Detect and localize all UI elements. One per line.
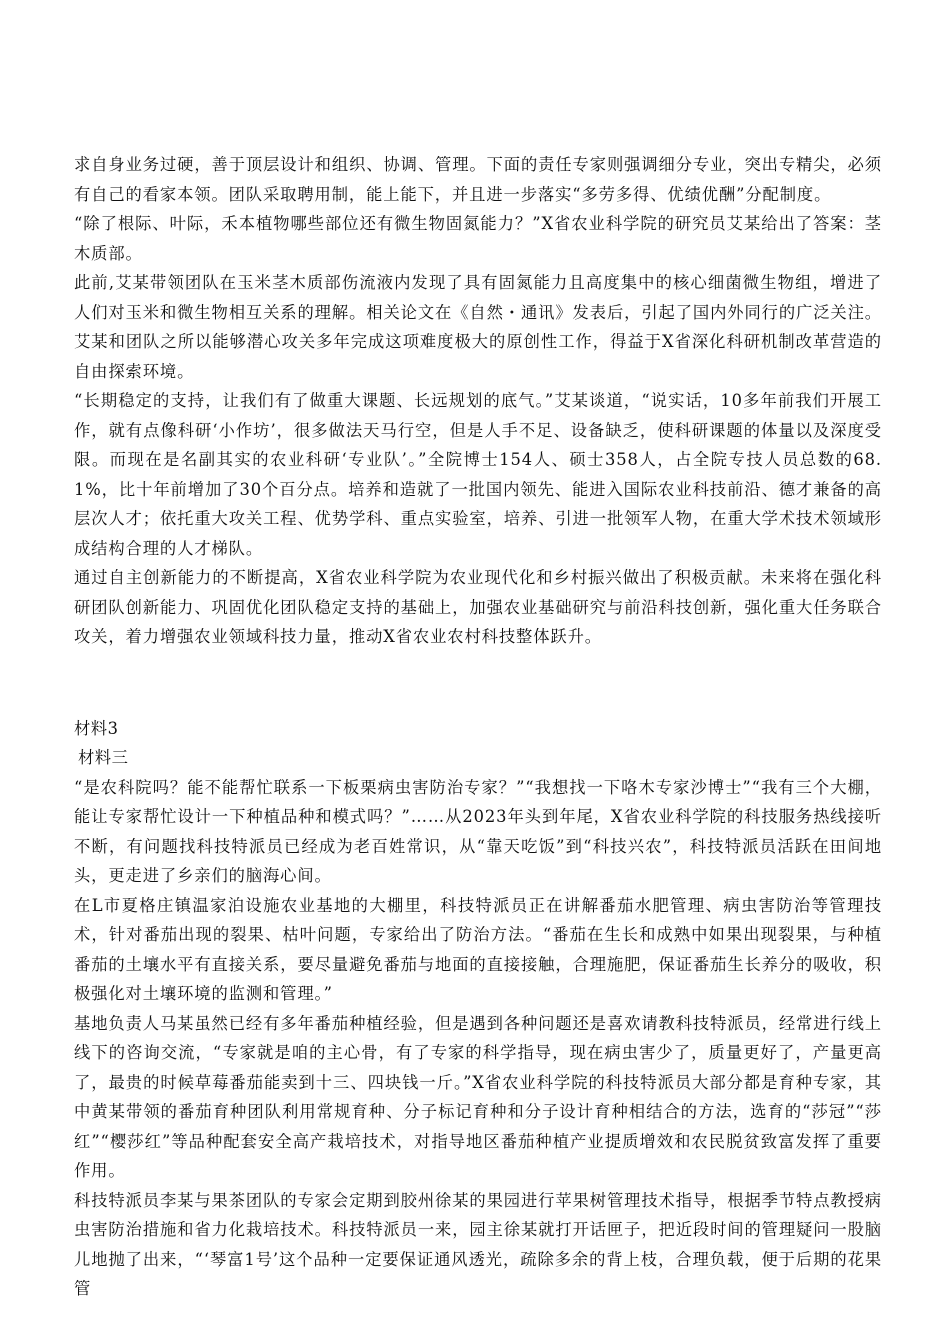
paragraph-responsibility-system: 求自身业务过硬，善于顶层设计和组织、协调、管理。下面的责任专家则强调细分专业，突出专精尖，必须有自己的看家本领。团队采取聘用制，能上能下，并且进一步落实“多劳多得、优绩优酬”分配制度。 xyxy=(74,155,882,204)
paragraph-innovation-conclusion: 通过自主创新能力的不断提高，X省农业科学院为农业现代化和乡村振兴做出了积极贡献。未来将在强化科研团队创新能力、巩固优化团队稳定支持的基础上，加强农业基础研究与前沿科技创新，强化重大任务联合攻关，着力增强农业领域科技力量，推动X省农业农村科技整体跃升。 xyxy=(74,568,882,646)
paragraph-nitrogen-fixation-question: “除了根际、叶际，禾本植物哪些部位还有微生物固氮能力？”X省农业科学院的研究员艾某给出了答案：茎木质部。 xyxy=(74,214,882,263)
paragraph-research-discovery: 此前,艾某带领团队在玉米茎木质部伤流液内发现了具有固氮能力且高度集中的核心细菌微生物组，增进了人们对玉米和微生物相互关系的理解。相关论文在《自然・通讯》发表后，引起了国内外同行的广泛关注。艾某和团队之所以能够潜心攻关多年完成这项难度极大的原创性工作，得益于X省深化科研机制改革营造的自由探索环境。 xyxy=(74,273,882,381)
paragraph-apple-orchard: 科技特派员李某与果茶团队的专家会定期到胶州徐某的果园进行苹果树管理技术指导，根据季节特点教授病虫害防治措施和省力化栽培技术。科技特派员一来，园主徐某就打开话匣子，把近段时间的管理疑问一股脑儿地抛了出来，“‘琴富1号’这个品种一定要保证通风透光，疏除多余的背上枝，合理负载，便于后期的花果管 xyxy=(74,1190,882,1298)
paragraph-stable-support: “长期稳定的支持，让我们有了做重大课题、长远规划的底气。”艾某谈道，“说实话，10多年前我们开展工作，就有点像科研‘小作坊’，很多做法天马行空，但是人手不足、设备缺乏，使科研课题的体量以及深度受限。而现在是名副其实的农业科研‘专业队’。”全院博士154人、硕士358人，占全院专技人员总数的68.1%，比十年前增加了30个百分点。培养和造就了一批国内领先、能进入国际农业科技前沿、德才兼备的高层次人才；依托重大攻关工程、优势学科、重点实验室，培养、引进一批领军人物，在重大学术技术领域形成结构合理的人才梯队。 xyxy=(74,391,882,558)
paragraph-hotline: “是农科院吗？能不能帮忙联系一下板栗病虫害防治专家？”“我想找一下咯木专家沙博士”“我有三个大棚，能让专家帮忙设计一下种植品种和模式吗？”……从2023年头到年尾，X省农业科学院的科技服务热线接听不断，有问题找科技特派员已经成为老百姓常识，从“靠天吃饭”到“科技兴农”，科技特派员活跃在田间地头，更走进了乡亲们的脑海心间。 xyxy=(74,777,882,885)
paragraph-tomato-guidance: 在L市夏格庄镇温家泊设施农业基地的大棚里，科技特派员正在讲解番茄水肥管理、病虫害防治等管理技术，针对番茄出现的裂果、枯叶问题，专家给出了防治方法。“番茄在生长和成熟中如果出现裂果，与种植番茄的土壤水平有直接关系，要尽量避免番茄与地面的直接接触，合理施肥，保证番茄生长养分的吸收，积极强化对土壤环境的监测和管理。” xyxy=(74,895,882,1003)
section-heading-material-3: 材料3 xyxy=(74,718,119,738)
document-page xyxy=(74,150,882,1304)
paragraph-base-manager: 基地负责人马某虽然已经有多年番茄种植经验，但是遇到各种问题还是喜欢请教科技特派员，经常进行线上线下的咨询交流，“专家就是咱的主心骨，有了专家的科学指导，现在病虫害少了，质量更好了，产量更高了，最贵的时候草莓番茄能卖到十三、四块钱一斤。”X省农业科学院的科技特派员大部分都是育种专家，其中黄某带领的番茄育种团队利用常规育种、分子标记育种和分子设计育种相结合的方法，选育的“莎冠”“莎红”“樱莎红”等品种配套安全高产栽培技术，对指导地区番茄种植产业提质增效和农民脱贫致富发挥了重要作用。 xyxy=(74,1013,882,1180)
section-subheading-material-three: 材料三 xyxy=(78,748,129,767)
section-spacer xyxy=(74,652,882,714)
